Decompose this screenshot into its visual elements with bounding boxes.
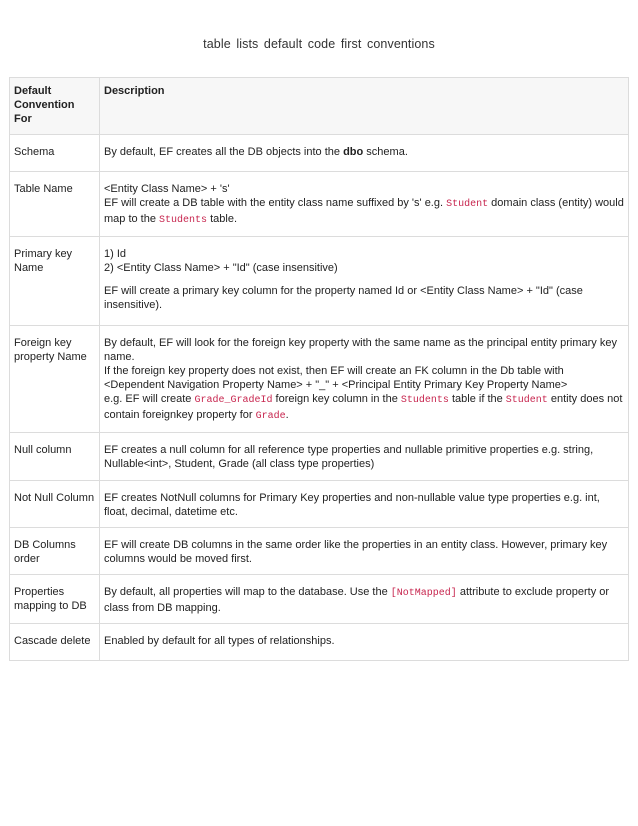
table-row: [10, 624, 629, 661]
code-text: Student: [505, 395, 548, 406]
text-line: [104, 392, 624, 424]
text: attribute to exclude property or class from DB mapping.: [104, 586, 610, 614]
spacer: [104, 275, 624, 284]
row-name: Primary key Name: [10, 237, 100, 326]
text: foreign key column in the: [272, 393, 401, 405]
table-row: [10, 172, 629, 237]
row-name: DB Columns order: [10, 528, 100, 575]
text: e.g. EF will create: [104, 393, 195, 405]
header-description: Description: [100, 78, 629, 135]
text-line: EF will create a primary key column for the property named Id or <Entity Class Name> + "Id" (case insensitive).: [104, 285, 583, 311]
table-row: [10, 433, 629, 481]
row-name: Null column: [10, 433, 100, 481]
text: schema.: [363, 146, 408, 158]
text: table if the: [448, 393, 506, 405]
row-description: Enabled by default for all types of relationships.: [100, 624, 629, 661]
code-text: Students: [159, 215, 208, 226]
row-name: Table Name: [10, 172, 100, 237]
text: By default, all properties will map to the database. Use the: [104, 586, 391, 598]
row-name: Foreign key property Name: [10, 326, 100, 433]
table-row: [10, 575, 629, 624]
code-text: Grade: [255, 411, 286, 422]
text: .: [285, 409, 289, 421]
text: By default, EF creates all the DB objects into the: [104, 146, 344, 158]
row-description: EF will create DB columns in the same order like the properties in an entity class. However, primary key columns would be moved first.: [100, 528, 629, 575]
row-name: Properties mapping to DB: [10, 575, 100, 624]
table-row: [10, 481, 629, 528]
text: domain class (entity) would map to the: [104, 197, 624, 225]
bold-text: dbo: [343, 146, 364, 158]
table-row: [10, 237, 629, 326]
row-name: Not Null Column: [10, 481, 100, 528]
text: entity does not contain foreignkey property for: [104, 393, 623, 421]
text-line: If the foreign key property does not exist, then EF will create an FK column in the Db table with <Dependent Navigation Property Name> + "_" + <Principal Entity Primary Key Property Name>: [104, 365, 568, 391]
row-description: [100, 172, 629, 237]
row-description: [100, 237, 629, 326]
header-convention: Default Convention For: [10, 78, 100, 135]
conventions-table: [9, 77, 629, 661]
text-line: [104, 196, 624, 228]
row-description: [100, 575, 629, 624]
row-description: EF creates a null column for all reference type properties and nullable primitive properties e.g. string, Nullable<int>, Student, Grade (all class type properties): [100, 433, 629, 481]
text-line: <Entity Class Name> + 's': [104, 183, 230, 195]
table-row: [10, 326, 629, 433]
row-description: [100, 135, 629, 172]
code-text: Student: [446, 199, 489, 210]
text: EF will create a DB table with the entity class name suffixed by 's' e.g.: [104, 197, 447, 209]
text: table.: [207, 213, 238, 225]
page-title: table lists default code first conventions: [203, 37, 435, 51]
code-text: Grade_GradeId: [194, 395, 273, 406]
text-line: By default, EF will look for the foreign key property with the same name as the principal entity primary key name.: [104, 337, 617, 363]
row-name: Schema: [10, 135, 100, 172]
code-text: [NotMapped]: [390, 588, 457, 599]
row-name: Cascade delete: [10, 624, 100, 661]
code-text: Students: [400, 395, 449, 406]
row-description: [100, 326, 629, 433]
table-header-row: [10, 78, 629, 135]
table-row: [10, 135, 629, 172]
text-line: 2) <Entity Class Name> + "Id" (case insensitive): [104, 262, 338, 274]
table-row: [10, 528, 629, 575]
row-description: EF creates NotNull columns for Primary Key properties and non-nullable value type properties e.g. int, float, decimal, datetime etc.: [100, 481, 629, 528]
text-line: 1) Id: [104, 248, 127, 260]
